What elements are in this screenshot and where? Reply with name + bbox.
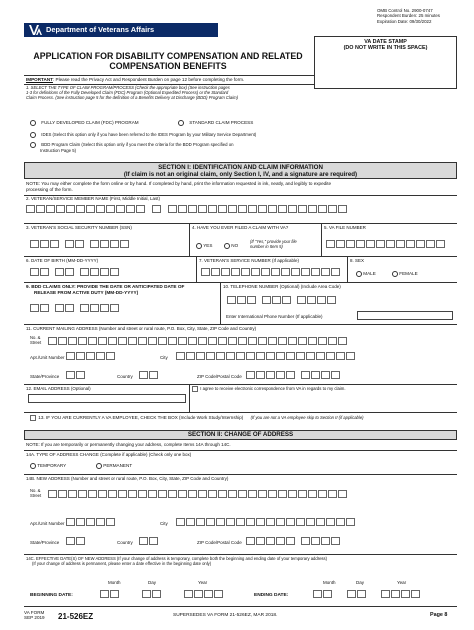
q9-label xyxy=(26,284,184,295)
q2-label: 2. VETERAN/SERVICE MEMBER NAME (First, Middle Initial, Last) xyxy=(26,196,160,201)
form-date: SEP 2019 xyxy=(24,615,45,620)
q11-label: 11. CURRENT MAILING ADDRESS (Number and street or rural route, P.O. Box, City, State, ZIP Code and Country) xyxy=(26,326,257,331)
q14b-apt-field[interactable] xyxy=(66,518,116,526)
end-year-label: Year xyxy=(397,580,407,585)
female-label: FEMALE xyxy=(399,271,418,277)
male-option[interactable] xyxy=(356,271,376,277)
form-number: 21-526EZ xyxy=(58,612,94,621)
standard-label: STANDARD CLAIM PROCESS xyxy=(189,120,254,126)
divider xyxy=(189,223,190,256)
q4-yes-radio[interactable] xyxy=(196,243,202,249)
department-name: Department of Veterans Affairs xyxy=(46,25,155,34)
ssn-field[interactable] xyxy=(30,240,130,248)
fdc-radio[interactable] xyxy=(30,120,36,126)
q14b-zip-label: ZIP Code/Postal Code xyxy=(197,540,242,545)
street-label: Street xyxy=(30,340,42,345)
section1-note-2: processing of the form. xyxy=(26,186,73,192)
va-date-stamp-box xyxy=(314,36,457,89)
q14b-zip-field[interactable] xyxy=(246,537,341,545)
q9-label-1: 9. BDD CLAIMS ONLY: PROVIDE THE DATE OR ANTICIPATED DATE OF xyxy=(26,284,185,289)
q11-zip-field[interactable] xyxy=(246,371,341,379)
female-option[interactable] xyxy=(392,271,418,277)
q14b-street-field[interactable] xyxy=(48,490,348,498)
q13-note: (If you are not a VA employee skip to Section II (if applicable) xyxy=(250,415,364,421)
divider xyxy=(24,282,457,283)
q14a-label: 14A. TYPE OF ADDRESS CHANGE (Complete if applicable) (Check only one box) xyxy=(26,452,192,457)
temporary-radio[interactable] xyxy=(30,463,36,469)
item1-line2: 1-3 for definitions of the Fully Developed Claim (FDC) Program (Optional Expedited Process) or the Standard xyxy=(26,90,229,95)
divider xyxy=(24,324,457,325)
divider xyxy=(347,256,348,282)
release-date-field[interactable] xyxy=(30,304,120,312)
q14b-state-label: State/Province xyxy=(30,540,60,545)
va-form-label: VA FORM xyxy=(24,610,45,615)
item1-line3: Claim Process. (See instruction page 5 for the definition of a Benefits Delivery at Discharge (BDD) Program Claim) xyxy=(26,95,239,100)
email-consent-checkbox[interactable] xyxy=(192,386,198,392)
no-label: No. & xyxy=(30,335,41,340)
q11-city-field[interactable] xyxy=(176,352,356,360)
ides-option[interactable] xyxy=(30,132,256,138)
email-consent-label: I agree to receive electronic correspondence from VA in regards to my claim. xyxy=(200,386,346,392)
q13-option[interactable] xyxy=(30,415,364,421)
section2-note: NOTE: If you are temporarily or permanently changing your address, complete Items 14A through 14C. xyxy=(26,442,231,447)
q8-label: 8. SEX xyxy=(350,258,365,263)
supersedes-note: SUPERSEDES VA FORM 21-526EZ, MAR 2018. xyxy=(173,613,278,618)
temporary-label: TEMPORARY xyxy=(37,463,67,469)
section1-note-1: NOTE: You may either complete the form online or by hand. If completed by hand, print the information requested in ink, neatly, and legibly to expedite xyxy=(26,181,332,186)
bdd-radio[interactable] xyxy=(30,142,36,148)
q11-country-label: Country xyxy=(117,374,133,379)
q9-label-2: RELEASE FROM ACTIVE DUTY (MM-DD-YYYY) xyxy=(34,289,139,295)
stamp-title: VA DATE STAMP xyxy=(364,39,407,45)
first-name-field[interactable] xyxy=(26,205,146,213)
q14b-label: 14B. NEW ADDRESS (Number and street or rural route, P.O. Box, City, State, ZIP Code and Country) xyxy=(26,476,229,481)
standard-option[interactable] xyxy=(178,120,253,126)
divider xyxy=(24,412,457,413)
form-title-line2: COMPENSATION BENEFITS xyxy=(109,61,227,71)
va-file-number-field[interactable] xyxy=(326,240,446,248)
email-field[interactable] xyxy=(28,394,186,403)
q4-no-radio[interactable] xyxy=(224,243,230,249)
q10-label: 10. TELEPHONE NUMBER (Optional) (Include Area Code) xyxy=(223,284,341,289)
divider xyxy=(321,223,322,256)
bdd-label: BDD Program Claim (Select this option only if you meet the criteria for the BDD Program specified on xyxy=(41,142,234,148)
item1-instructions xyxy=(26,85,238,100)
divider xyxy=(24,384,457,385)
divider xyxy=(24,450,457,451)
expiration-date: Expiration Date: 09/30/2022 xyxy=(377,18,432,24)
divider xyxy=(24,474,457,475)
middle-initial-field[interactable] xyxy=(152,205,162,213)
intl-phone-field[interactable] xyxy=(357,311,453,320)
omb-control: OMB Control No. 2900-0747 xyxy=(377,8,433,13)
q12-label: 12. EMAIL ADDRESS (Optional) xyxy=(26,386,91,391)
q14b-country-field[interactable] xyxy=(139,537,159,545)
q2-name-fields[interactable] xyxy=(26,205,348,213)
q14b-apt-label: Apt./Unit Number xyxy=(30,521,65,526)
form-title-line1: APPLICATION FOR DISABILITY COMPENSATION AND RELATED xyxy=(33,51,303,61)
end-month-label: Month xyxy=(323,580,336,585)
divider xyxy=(189,384,190,412)
q11-zip-label: ZIP Code/Postal Code xyxy=(197,374,242,379)
beginning-date-field[interactable] xyxy=(100,590,224,598)
footer-form-label xyxy=(24,610,45,620)
q14b-city-field[interactable] xyxy=(176,518,356,526)
q5-label: 5. VA FILE NUMBER xyxy=(324,225,366,230)
dob-field[interactable] xyxy=(30,268,120,276)
male-radio[interactable] xyxy=(356,271,362,277)
telephone-field[interactable] xyxy=(227,296,337,304)
q10-intl-label: Enter International Phone Number (If applicable) xyxy=(226,314,323,319)
omb-block xyxy=(377,8,440,24)
respondent-burden: Respondent Burden: 25 minutes xyxy=(377,13,440,19)
section1-title: SECTION I: IDENTIFICATION AND CLAIM INFORMATION xyxy=(158,164,323,171)
ending-date-field[interactable] xyxy=(313,590,421,598)
va-employee-checkbox[interactable] xyxy=(30,415,36,421)
end-day-label: Day xyxy=(356,580,365,585)
bdd-option[interactable] xyxy=(30,142,234,154)
q11-apt-label: Apt./Unit Number xyxy=(30,355,65,360)
section1-note xyxy=(26,181,331,192)
q14b-state-field[interactable] xyxy=(66,537,86,545)
q11-street-label xyxy=(30,335,41,345)
q6-label: 6. DATE OF BIRTH (MM-DD-YYYY) xyxy=(26,258,99,263)
permanent-radio[interactable] xyxy=(96,463,102,469)
begin-day-label: Day xyxy=(148,580,157,585)
email-consent-option[interactable] xyxy=(192,386,346,392)
va-seal-icon xyxy=(28,24,42,36)
item1-line1: 1. SELECT THE TYPE OF CLAIM PROGRAM/PROCESS (Check the appropriate box) (See instruction pages xyxy=(26,85,230,90)
male-label: MALE xyxy=(363,271,376,277)
q14b-street-label xyxy=(30,488,41,498)
q4-yes-option[interactable] xyxy=(196,243,212,249)
temporary-option[interactable] xyxy=(30,463,66,469)
street-label: Street xyxy=(30,493,42,498)
q11-state-field[interactable] xyxy=(66,371,86,379)
divider xyxy=(196,256,197,282)
ides-radio[interactable] xyxy=(30,132,36,138)
section1-subtitle: (If claim is not an original claim, only Section I, IV, and a signature are required) xyxy=(123,171,358,179)
q4-note-2: number in Item 5) xyxy=(250,244,283,249)
permanent-option[interactable] xyxy=(96,463,132,469)
divider xyxy=(24,256,457,257)
stamp-subtitle: (DO NOT WRITE IN THIS SPACE) xyxy=(343,45,428,51)
female-radio[interactable] xyxy=(392,271,398,277)
q4-label: 4. HAVE YOU EVER FILED A CLAIM WITH VA? xyxy=(192,225,289,230)
q14b-city-label: City xyxy=(160,521,168,526)
q14b-country-label: Country xyxy=(117,540,133,545)
q14c-line1: 14C. EFFECTIVE DATE(S) OF NEW ADDRESS (If your change of address is temporary, complete both the beginning and ending date of your temporary address) xyxy=(26,556,328,561)
section2-header xyxy=(24,430,457,440)
last-name-field[interactable] xyxy=(168,205,348,213)
page-number: Page 8 xyxy=(430,612,448,618)
va-logo-banner xyxy=(24,23,218,37)
q4-note-1: (If "Yes," provide your file xyxy=(250,239,297,244)
fdc-label: FULLY DEVELOPED CLAIM (FDC) PROGRAM xyxy=(41,120,139,126)
bdd-label-2: Instruction Page 5) xyxy=(40,148,77,153)
q14c-label xyxy=(26,556,327,566)
q11-street-field[interactable] xyxy=(48,337,348,345)
fdc-option[interactable] xyxy=(30,120,139,126)
important-label: IMPORTANT xyxy=(26,77,53,82)
standard-radio[interactable] xyxy=(178,120,184,126)
begin-year-label: Year xyxy=(198,580,208,585)
important-text: : Please read the Privacy Act and Respondent Burden on page 12 before completing the form. xyxy=(52,77,245,82)
q13-label: 13. IF YOU ARE CURRENTLY A VA EMPLOYEE, CHECK THE BOX (Include Work Study/Internship) xyxy=(38,415,244,421)
begin-month-label: Month xyxy=(108,580,121,585)
divider xyxy=(24,75,314,76)
form-title xyxy=(24,51,312,71)
section2-title: SECTION II: CHANGE OF ADDRESS xyxy=(187,431,294,438)
q11-country-field[interactable] xyxy=(139,371,159,379)
beginning-date-label: BEGINNING DATE: xyxy=(30,593,73,598)
divider xyxy=(220,282,221,324)
q11-state-label: State/Province xyxy=(30,374,60,379)
divider xyxy=(24,554,457,555)
q4-yes-label: YES xyxy=(203,243,213,249)
no-label: No. & xyxy=(30,488,41,493)
q11-city-label: City xyxy=(160,355,168,360)
q7-label: 7. VETERAN'S SERVICE NUMBER (If applicable) xyxy=(199,258,300,263)
ides-label: IDES (Select this option only if you have been referred to the IDES Program by your Military Service Department) xyxy=(41,132,257,138)
divider xyxy=(24,223,457,224)
q4-note xyxy=(250,239,297,249)
important-note xyxy=(26,77,244,83)
ending-date-label: ENDING DATE: xyxy=(254,593,289,598)
q4-no-label: NO xyxy=(231,243,239,249)
section1-header xyxy=(24,162,457,179)
permanent-label: PERMANENT xyxy=(103,463,133,469)
q4-no-option[interactable] xyxy=(224,243,238,249)
q11-apt-field[interactable] xyxy=(66,352,116,360)
q3-label: 3. VETERAN'S SOCIAL SECURITY NUMBER (SSN) xyxy=(26,225,132,230)
q14c-line2: (If your change of address is permanent, please enter a date effective in the beginning date only) xyxy=(32,561,212,566)
service-number-field[interactable] xyxy=(201,268,341,276)
divider xyxy=(24,606,457,607)
